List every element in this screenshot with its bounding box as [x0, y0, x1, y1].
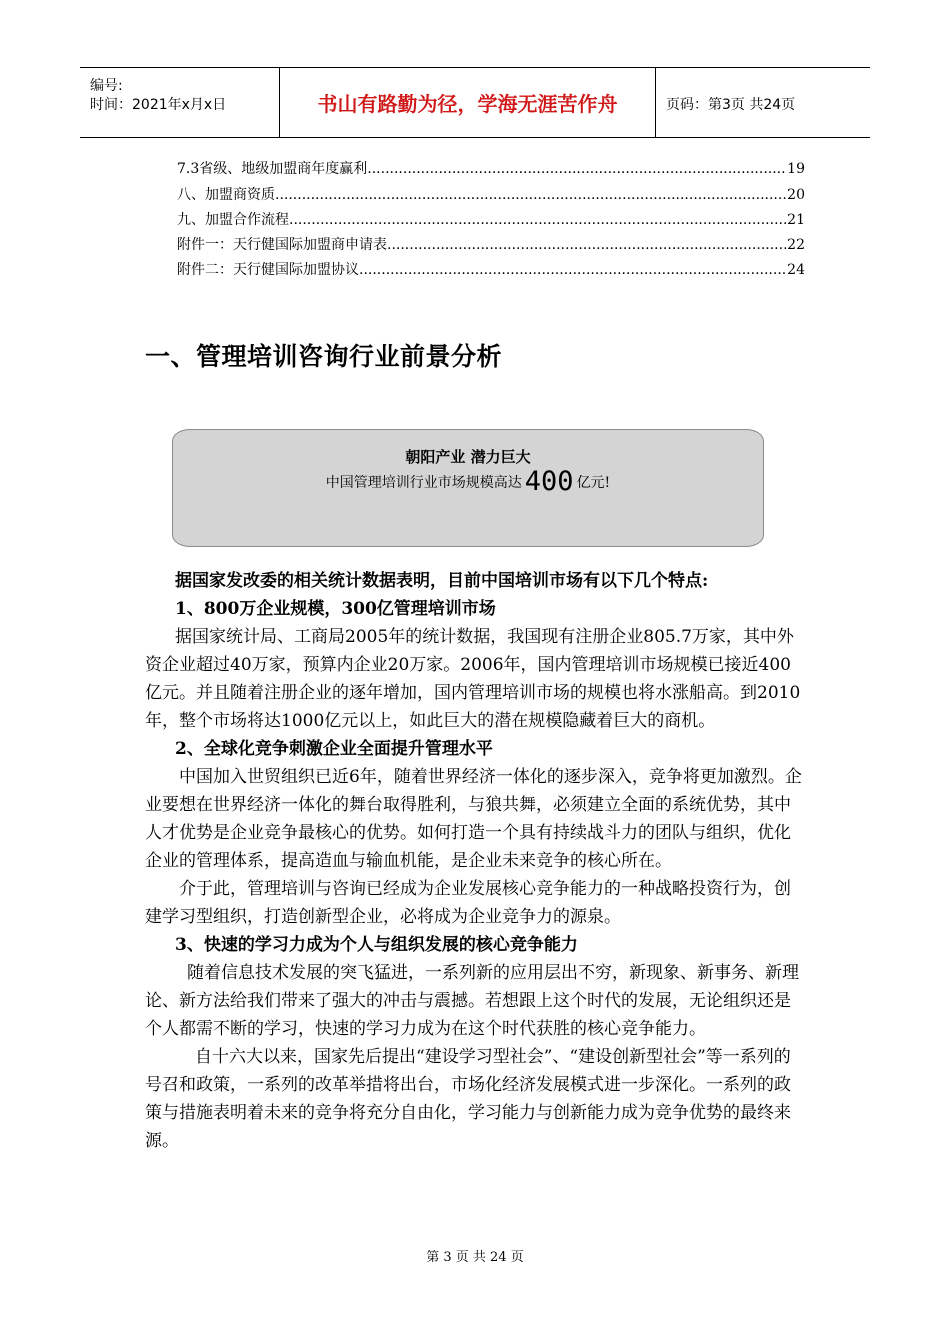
header-page-info: 页码：第3页 共24页: [666, 97, 796, 113]
toc-entry[interactable]: [177, 210, 805, 230]
header-motto: 书山有路勤为径，学海无涯苦作舟: [280, 68, 656, 137]
intro-sentence: 据国家发改委的相关统计数据表明，目前中国培训市场有以下几个特点:: [175, 571, 709, 591]
body-paragraph: 自十六大以来，国家先后提出“建设学习型社会”、“建设创新型社会”等一系列的号召和政策，一系列的改革举措将出台，市场化经济发展模式进一步深化。一系列的政策与措施表明着未来的竞争将充分自由化，学习能力与创新能力成为竞争优势的最终来源。: [145, 1047, 791, 1151]
toc-entry-title: 九、加盟合作流程: [177, 212, 289, 228]
body-text: [145, 567, 805, 1155]
banner-subline-prefix: 中国管理培训行业市场规模高达: [325, 475, 522, 491]
toc-entry-title: 附件二：天行健国际加盟协议: [177, 262, 359, 278]
toc-entry-page: 21: [787, 212, 805, 228]
toc-entry[interactable]: [177, 260, 805, 280]
body-paragraph: 中国加入世贸组织已近6年，随着世界经济一体化的逐步深入，竞争将更加激烈。企业要想在世界经济一体化的舞台取得胜利，与狼共舞，必须建立全面的系统优势，其中人才优势是企业竞争最核心的优势。如何打造一个具有持续战斗力的团队与组织，优化企业的管理体系，提高造血与输血机能，是企业未来竞争的核心所在。: [145, 767, 802, 871]
banner-subline: [173, 466, 763, 497]
body-paragraph: 据国家统计局、工商局2005年的统计数据，我国现有注册企业805.7万家，其中外资企业超过40万家，预算内企业20万家。2006年，国内管理培训市场规模已接近400亿元。并且随着注册企业的逐年增加，国内管理培训市场的规模也将水涨船高。到2010年，整个市场将达1000亿元以上，如此巨大的潜在规模隐藏着巨大的商机。: [145, 627, 801, 731]
body-paragraph: 介于此，管理培训与咨询已经成为企业发展核心竞争能力的一种战略投资行为，创建学习型组织，打造创新型企业，必将成为企业竞争力的源泉。: [145, 879, 791, 927]
page-footer: 第 3 页 共 24 页: [426, 1250, 524, 1265]
toc-entry[interactable]: [177, 235, 805, 255]
toc-entry[interactable]: [177, 185, 805, 205]
banner-headline: 朝阳产业 潜力巨大: [405, 448, 531, 466]
toc-entry-title: 附件一：天行健国际加盟商申请表: [177, 237, 387, 253]
toc-leader-dots: [387, 235, 787, 255]
point-heading: 1、800万企业规模，300亿管理培训市场: [175, 599, 496, 619]
body-paragraph: 随着信息技术发展的突飞猛进，一系列新的应用层出不穷，新现象、新事务、新理论、新方法给我们带来了强大的冲击与震撼。若想跟上这个时代的发展，无论组织还是个人都需不断的学习，快速的学习力成为在这个时代获胜的核心竞争能力。: [145, 963, 799, 1039]
section-title: 一、管理培训咨询行业前景分析: [145, 342, 503, 371]
toc-entry-page: 24: [787, 262, 805, 278]
toc-entry[interactable]: [177, 159, 805, 179]
toc-entry-title: 7.3省级、地级加盟商年度赢利: [177, 161, 368, 177]
toc-entry-page: 19: [787, 161, 805, 177]
point-heading: 2、全球化竞争刺激企业全面提升管理水平: [175, 739, 493, 759]
header-meta-cell: [80, 68, 280, 137]
toc-leader-dots: [359, 260, 787, 280]
document-number-label: 编号:: [90, 78, 123, 94]
highlight-banner: [172, 429, 764, 547]
toc-entry-title: 八、加盟商资质: [177, 187, 275, 203]
toc-leader-dots: [289, 210, 787, 230]
page-header: [80, 67, 870, 138]
toc-entry-page: 22: [787, 237, 805, 253]
banner-market-figure: 400: [524, 466, 574, 497]
point-heading: 3、快速的学习力成为个人与组织发展的核心竞争能力: [175, 935, 578, 955]
banner-subline-suffix: 亿元!: [576, 475, 611, 491]
toc-entry-page: 20: [787, 187, 805, 203]
document-date: 时间：2021年x月x日: [90, 97, 227, 113]
toc-leader-dots: [275, 185, 787, 205]
toc-leader-dots: [367, 159, 787, 179]
